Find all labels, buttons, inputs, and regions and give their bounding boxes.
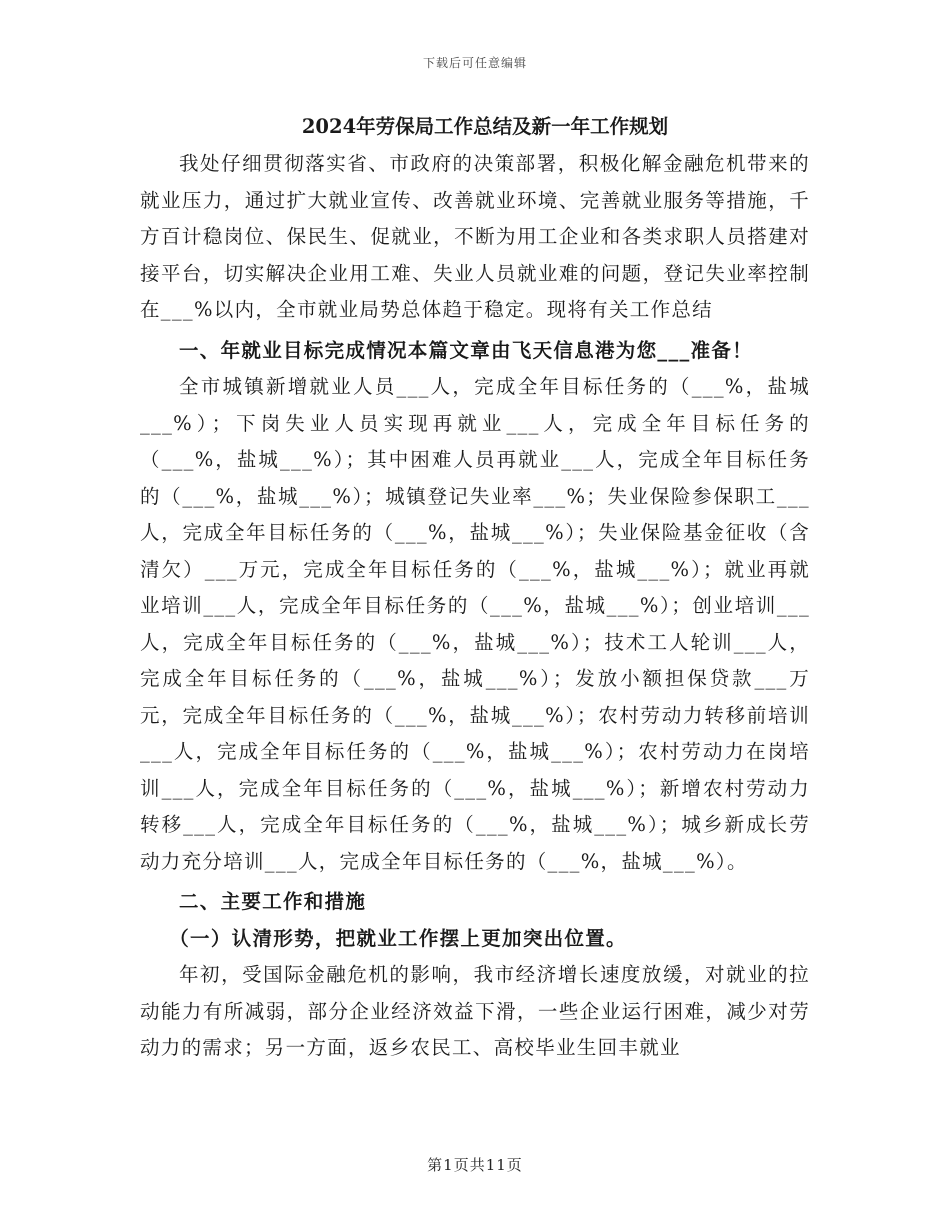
header-note: 下载后可任意编辑: [422, 56, 527, 70]
subsection-1-paragraph: 年初，受国际金融危机的影响，我市经济增长速度放缓，对就业的拉动能力有所减弱，部分企业经济效益下滑，一些企业运行困难，减少对劳动力的需求；另一方面，返乡农民工、高校毕业生回丰就业: [140, 963, 810, 1059]
section-1-paragraph: 全市城镇新增就业人员___人，完成全年目标任务的（___%，盐城___%）；下岗失业人员实现再就业___人，完成全年目标任务的（___%，盐城___%）；其中困难人员再就业___人，完成全年目标任务的（___%，盐城___%）；城镇登记失业率___%；失业保险参保职工___人，完成全年目标任务的（___%，盐城___%）；失业保险基金征收（含清欠）___万元，完成全年目标任务的（___%，盐城___%）；就业再就业培训___人，完成全年目标任务的（___%，盐城___%）；创业培训___人，完成全年目标任务的（___%，盐城___%）；技术工人轮训___人，完成全年目标任务的（___%，盐城___%）；发放小额担保贷款___万元，完成全年目标任务的（___%，盐城___%）；农村劳动力转移前培训___人，完成全年目标任务的（___%，盐城___%）；农村劳动力在岗培训___人，完成全年目标任务的（___%，盐城___%）；新增农村劳动力转移___人，完成全年目标任务的（___%，盐城___%）；城乡新成长劳动力充分培训___人，完成全年目标任务的（___%，盐城___%）。: [140, 375, 810, 873]
document-body: [140, 108, 810, 1067]
subsection-1-heading: （一）认清形势，把就业工作摆上更加突出位置。: [169, 926, 627, 950]
intro-paragraph: 我处仔细贯彻落实省、市政府的决策部署，积极化解金融危机带来的就业压力，通过扩大就业宣传、改善就业环境、完善就业服务等措施，千方百计稳岗位、保民生、促就业，不断为用工企业和各类求职人员搭建对接平台，切实解决企业用工难、失业人员就业难的问题，登记失业率控制在___%以内，全市就业局势总体趋于稳定。现将有关工作总结: [140, 152, 810, 321]
section-2-heading: 二、主要工作和措施: [179, 890, 367, 913]
page-number: 第1页共11页: [427, 1156, 523, 1174]
document-title: 2024年劳保局工作总结及新一年工作规划: [301, 115, 669, 138]
section-1-heading: 一、年就业目标完成情况本篇文章由飞天信息港为您___准备！: [179, 338, 753, 362]
